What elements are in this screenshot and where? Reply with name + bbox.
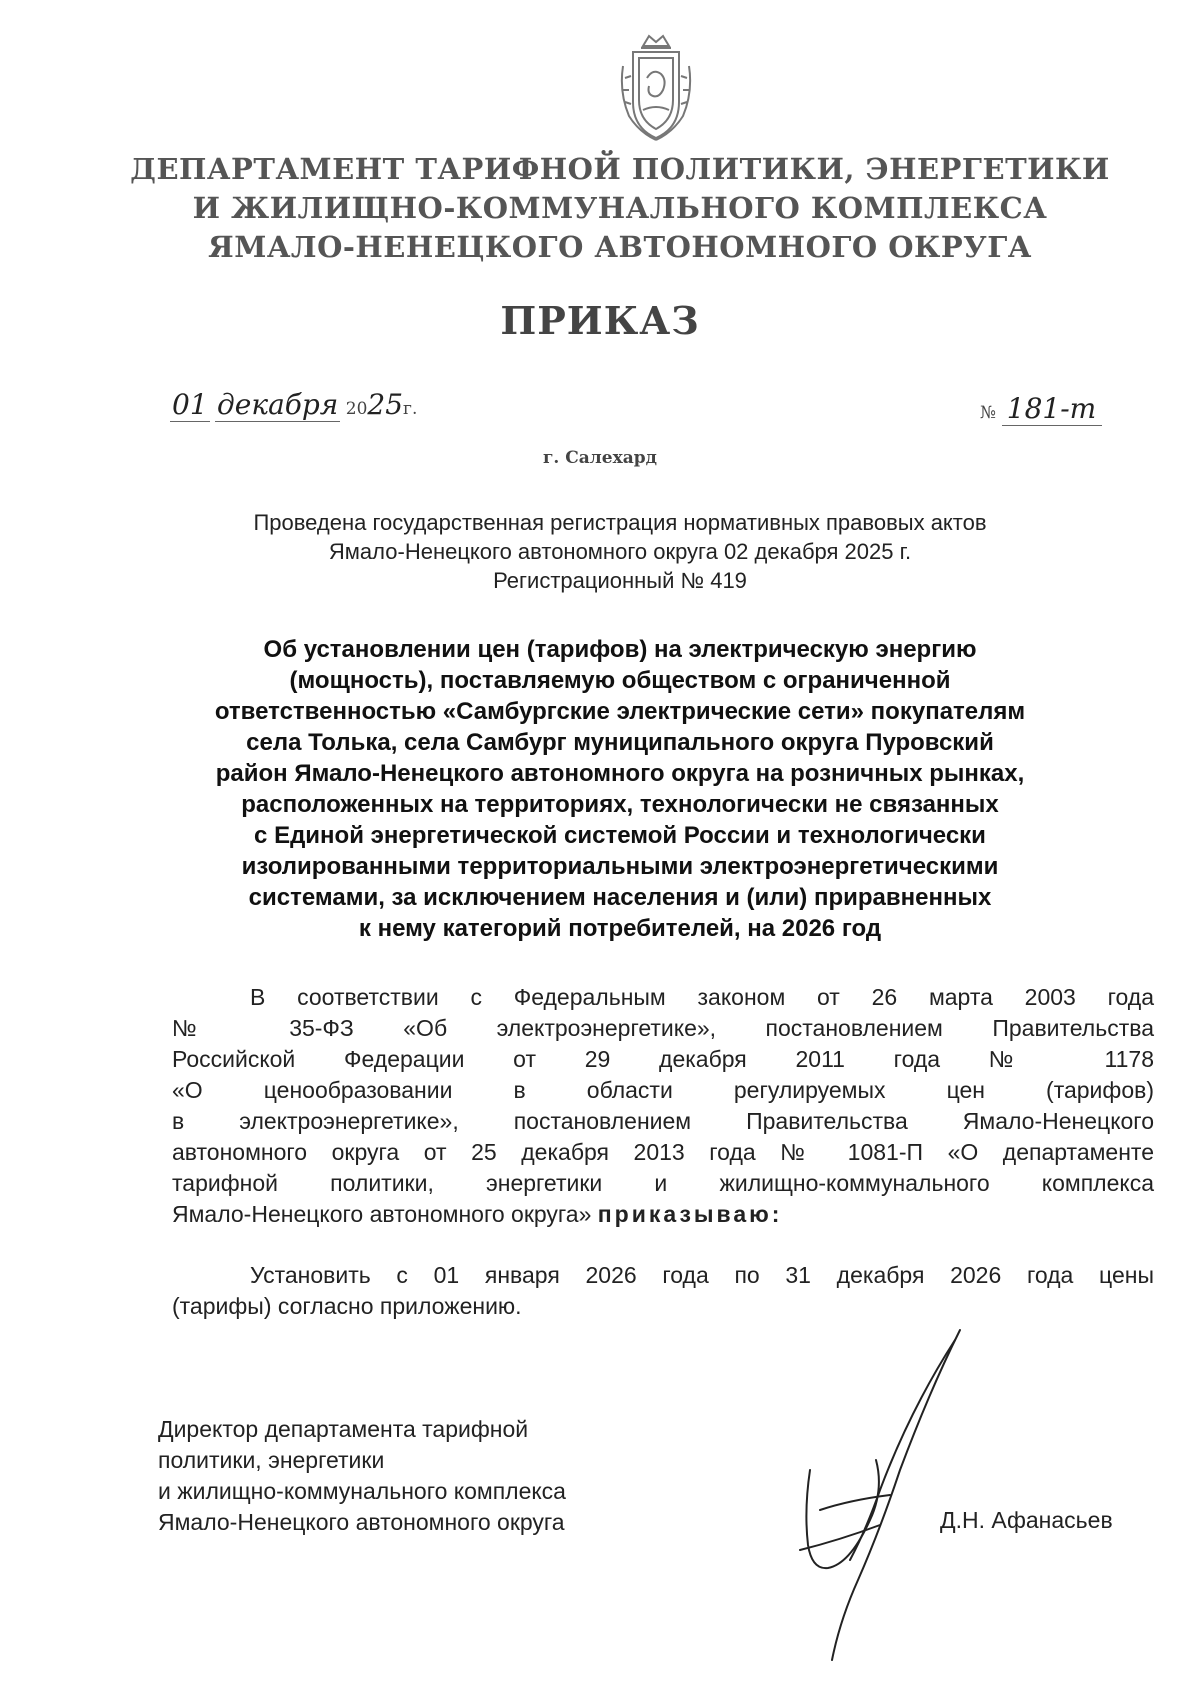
title-line: к нему категорий потребителей, на 2026 год (358, 915, 882, 942)
department-line-1: ДЕПАРТАМЕНТ ТАРИФНОЙ ПОЛИТИКИ, ЭНЕРГЕТИКИ (130, 152, 1110, 186)
order-year-unit: г. (403, 399, 418, 419)
registration-line-1: Проведена государственная регистрация нормативных правовых актов (253, 510, 987, 535)
order-year-suffix: 25 (367, 388, 404, 421)
order-city: г. Салехард (543, 448, 657, 468)
preamble-paragraph (172, 982, 1154, 1230)
title-line: расположенных на территориях, технологически не связанных (241, 791, 999, 818)
order-number (980, 392, 1102, 426)
paragraph-line: в электроэнергетике», постановлением Правительства Ямало-Ненецкого (172, 1108, 1154, 1134)
order-number-value: 181-т (1002, 392, 1102, 426)
title-line: (мощность), поставляемую обществом с ограниченной (289, 667, 951, 694)
paragraph-line: «О ценообразовании в области регулируемых цен (тарифов) (172, 1077, 1154, 1103)
order-emphasis: приказываю: (597, 1201, 783, 1227)
signer-position-line: Ямало-Ненецкого автономного округа (158, 1509, 565, 1535)
operative-paragraph (172, 1260, 1154, 1322)
order-title (160, 634, 1080, 944)
paragraph-text: Ямало-Ненецкого автономного округа» (172, 1201, 592, 1227)
signer-name: Д.Н. Афанасьев (940, 1507, 1113, 1533)
title-line: Об установлении цен (тарифов) на электрическую энергию (263, 636, 977, 663)
department-name (120, 150, 1120, 267)
signer-position-line: Директор департамента тарифной (158, 1416, 529, 1442)
paragraph-line: Российской Федерации от 29 декабря 2011 года № 1178 (172, 1046, 1154, 1072)
title-line: системами, за исключением населения и (или) приравненных (248, 884, 992, 911)
paragraph-line: № 35-ФЗ «Об электроэнергетике», постановлением Правительства (172, 1015, 1154, 1041)
paragraph-line: В соответствии с Федеральным законом от 26 марта 2003 года (250, 984, 1154, 1010)
registration-line-3: Регистрационный № 419 (493, 568, 747, 593)
signer-position-line: и жилищно-коммунального комплекса (158, 1478, 566, 1504)
title-line: села Толька, села Самбург муниципального округа Пуровский (246, 729, 994, 756)
order-date (170, 388, 417, 422)
signer-position-line: политики, энергетики (158, 1447, 385, 1473)
paragraph-line: тарифной политики, энергетики и жилищно-коммунального комплекса (172, 1170, 1154, 1196)
coat-of-arms-icon (613, 32, 699, 142)
title-line: район Ямало-Ненецкого автономного округа на розничных рынках, (215, 760, 1025, 787)
title-line: изолированными территориальными электроэнергетическими (241, 853, 999, 880)
order-year-prefix: 20 (345, 399, 368, 419)
title-line: ответственностью «Самбургские электрические сети» покупателям (214, 698, 1026, 725)
paragraph-line: (тарифы) согласно приложению. (172, 1293, 522, 1319)
registration-line-2: Ямало-Ненецкого автономного округа 02 декабря 2025 г. (328, 539, 912, 564)
order-number-label: № (980, 403, 997, 423)
handwritten-signature-icon (780, 1320, 980, 1690)
signer-position (158, 1414, 566, 1538)
department-line-2: И ЖИЛИЩНО-КОММУНАЛЬНОГО КОМПЛЕКСА (192, 191, 1048, 225)
paragraph-line (172, 1199, 1154, 1230)
department-line-3: ЯМАЛО-НЕНЕЦКОГО АВТОНОМНОГО ОКРУГА (208, 230, 1032, 264)
registration-stamp (170, 508, 1070, 595)
paragraph-line: Установить с 01 января 2026 года по 31 декабря 2026 года цены (250, 1262, 1154, 1288)
paragraph-line: автономного округа от 25 декабря 2013 года № 1081-П «О департаменте (172, 1139, 1154, 1165)
order-day: 01 (172, 388, 208, 421)
title-line: с Единой энергетической системой России и технологически (254, 822, 986, 849)
order-month: декабря (217, 388, 339, 421)
document-type: ПРИКАЗ (500, 298, 700, 343)
